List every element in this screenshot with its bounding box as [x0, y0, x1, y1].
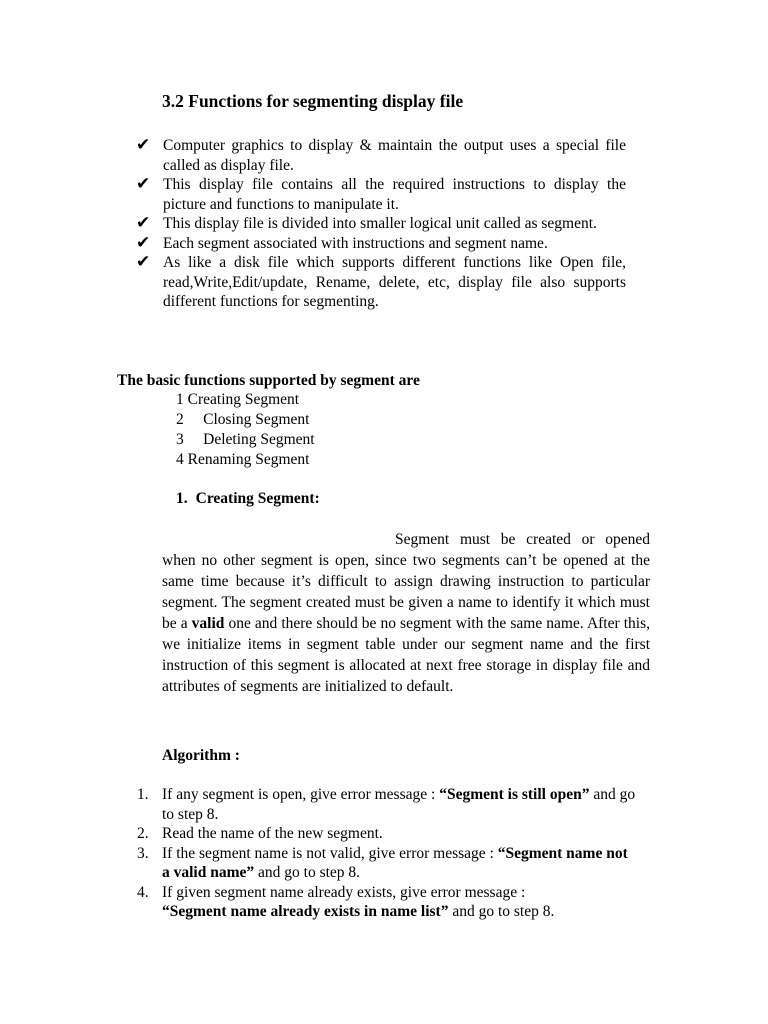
bullet-item: [136, 136, 626, 175]
bullet-item: [136, 234, 626, 254]
item-label: Deleting Segment: [203, 431, 315, 448]
step-text: If given segment name already exists, give error message :: [162, 883, 526, 901]
creating-segment-heading: [176, 489, 320, 509]
bullet-text: Computer graphics to display & maintain the output uses a special file called as display file.: [163, 137, 626, 174]
algorithm-step: [137, 883, 637, 922]
algorithm-heading: Algorithm :: [162, 747, 240, 764]
list-item: [176, 430, 315, 450]
algorithm-step: [137, 844, 637, 883]
step-bold-text: “Segment name not a valid name”: [162, 844, 628, 881]
heading-number: 1.: [176, 490, 188, 507]
step-text: If any segment is open, give error message :: [162, 786, 440, 803]
step-number: 2.: [137, 825, 149, 842]
step-bold-text: “Segment name already exists in name list”: [162, 903, 449, 920]
algorithm-step: [137, 824, 637, 844]
step-text: and go to step 8.: [448, 903, 555, 920]
list-item: [176, 410, 315, 430]
item-label: Renaming Segment: [187, 451, 310, 468]
paragraph-text: one and there should be no segment with the same name. After this, we initialize items in segment table under our segment name and the first instruction of this segment is allocated at next free storage in display file and attributes of segments are initialized to default.: [162, 615, 650, 695]
paragraph-bold: valid: [191, 615, 225, 632]
algorithm-step: [137, 785, 637, 824]
item-label: Closing Segment: [203, 411, 310, 428]
basic-functions-heading: The basic functions supported by segment are: [117, 372, 420, 389]
item-label: Creating Segment: [187, 391, 300, 408]
step-number: 3.: [137, 844, 149, 862]
item-number: 4: [176, 451, 184, 468]
bullet-text: Each segment associated with instructions and segment name.: [163, 234, 548, 252]
item-number: 1: [176, 391, 184, 408]
check-icon: ✔: [136, 252, 151, 272]
check-icon: ✔: [136, 174, 151, 194]
step-text: Read the name of the new segment.: [162, 825, 383, 842]
bullet-item: [136, 214, 626, 234]
bullet-text: This display file contains all the required instructions to display the picture and functions to manipulate it.: [163, 176, 626, 213]
list-item: [176, 450, 315, 470]
bullet-text: As like a disk file which supports different functions like Open file, read,Write,Edit/update, Rename, delete, etc, display file also supports different functions for segmenting.: [163, 254, 626, 310]
heading-text: Creating Segment:: [195, 490, 320, 507]
algorithm-steps: [137, 785, 637, 922]
item-number: 3: [176, 431, 184, 448]
item-number: 2: [176, 411, 184, 428]
step-text: and go to step 8.: [162, 786, 636, 823]
bullet-item: [136, 175, 626, 214]
list-item: [176, 390, 315, 410]
paragraph-text: Segment must be created or opened when no other segment is open, since two segments can’t be opened at the same time because it’s difficult to assign drawing instruction to particular segment. The segment created must be given a name to identify it which must be a: [162, 531, 650, 632]
creating-segment-paragraph: [162, 529, 650, 697]
check-icon: ✔: [136, 213, 151, 233]
step-text: If the segment name is not valid, give error message :: [162, 844, 498, 862]
step-text: and go to step 8.: [254, 864, 361, 881]
check-icon: ✔: [136, 232, 151, 253]
step-number: 1.: [137, 786, 149, 803]
basic-functions-list: [176, 390, 315, 470]
bullet-list: [136, 136, 626, 312]
bullet-item: [136, 253, 626, 312]
check-icon: ✔: [136, 135, 151, 155]
section-title: 3.2 Functions for segmenting display file: [162, 91, 464, 111]
step-bold-text: “Segment is still open”: [439, 786, 590, 803]
step-number: 4.: [137, 883, 149, 901]
bullet-text: This display file is divided into smaller logical unit called as segment.: [163, 215, 597, 232]
